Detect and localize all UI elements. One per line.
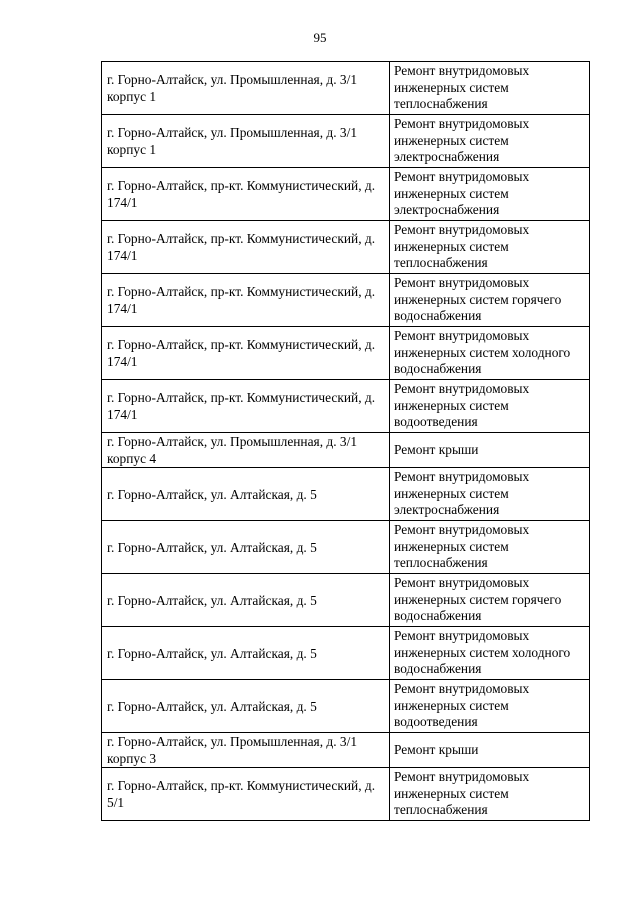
work-type-cell: Ремонт внутридомовых инженерных систем водоотведения [390, 680, 590, 733]
table-row [102, 680, 590, 733]
address-cell: г. Горно-Алтайск, пр-кт. Коммунистический, д. 174/1 [102, 221, 390, 274]
work-type-cell: Ремонт внутридомовых инженерных систем теплоснабжения [390, 768, 590, 821]
address-cell: г. Горно-Алтайск, ул. Алтайская, д. 5 [102, 468, 390, 521]
table-row [102, 433, 590, 468]
works-table [101, 61, 590, 821]
work-type-cell: Ремонт крыши [390, 733, 590, 768]
table-row [102, 468, 590, 521]
table-row [102, 168, 590, 221]
address-cell: г. Горно-Алтайск, пр-кт. Коммунистический, д. 174/1 [102, 168, 390, 221]
work-type-cell: Ремонт внутридомовых инженерных систем теплоснабжения [390, 62, 590, 115]
address-cell: г. Горно-Алтайск, ул. Алтайская, д. 5 [102, 574, 390, 627]
work-type-cell: Ремонт внутридомовых инженерных систем электроснабжения [390, 468, 590, 521]
page-number: 95 [313, 30, 327, 45]
table-row [102, 115, 590, 168]
table-row [102, 274, 590, 327]
work-type-cell: Ремонт внутридомовых инженерных систем горячего водоснабжения [390, 274, 590, 327]
address-cell: г. Горно-Алтайск, ул. Промышленная, д. 3/1 корпус 3 [102, 733, 390, 768]
table-row [102, 627, 590, 680]
address-cell: г. Горно-Алтайск, пр-кт. Коммунистический, д. 174/1 [102, 380, 390, 433]
address-cell: г. Горно-Алтайск, пр-кт. Коммунистический, д. 174/1 [102, 327, 390, 380]
table-row [102, 768, 590, 821]
address-cell: г. Горно-Алтайск, ул. Алтайская, д. 5 [102, 521, 390, 574]
work-type-cell: Ремонт внутридомовых инженерных систем электроснабжения [390, 115, 590, 168]
work-type-cell: Ремонт внутридомовых инженерных систем теплоснабжения [390, 221, 590, 274]
address-cell: г. Горно-Алтайск, пр-кт. Коммунистический, д. 5/1 [102, 768, 390, 821]
table-row [102, 380, 590, 433]
work-type-cell: Ремонт внутридомовых инженерных систем теплоснабжения [390, 521, 590, 574]
work-type-cell: Ремонт внутридомовых инженерных систем водоотведения [390, 380, 590, 433]
table-row [102, 521, 590, 574]
work-type-cell: Ремонт внутридомовых инженерных систем холодного водоснабжения [390, 327, 590, 380]
address-cell: г. Горно-Алтайск, ул. Промышленная, д. 3/1 корпус 4 [102, 433, 390, 468]
address-cell: г. Горно-Алтайск, ул. Алтайская, д. 5 [102, 627, 390, 680]
work-type-cell: Ремонт внутридомовых инженерных систем горячего водоснабжения [390, 574, 590, 627]
table-row [102, 574, 590, 627]
work-type-cell: Ремонт внутридомовых инженерных систем электроснабжения [390, 168, 590, 221]
address-cell: г. Горно-Алтайск, пр-кт. Коммунистический, д. 174/1 [102, 274, 390, 327]
table-row [102, 733, 590, 768]
work-type-cell: Ремонт внутридомовых инженерных систем холодного водоснабжения [390, 627, 590, 680]
table-row [102, 221, 590, 274]
address-cell: г. Горно-Алтайск, ул. Алтайская, д. 5 [102, 680, 390, 733]
table-row [102, 327, 590, 380]
work-type-cell: Ремонт крыши [390, 433, 590, 468]
address-cell: г. Горно-Алтайск, ул. Промышленная, д. 3/1 корпус 1 [102, 62, 390, 115]
table-row [102, 62, 590, 115]
address-cell: г. Горно-Алтайск, ул. Промышленная, д. 3/1 корпус 1 [102, 115, 390, 168]
